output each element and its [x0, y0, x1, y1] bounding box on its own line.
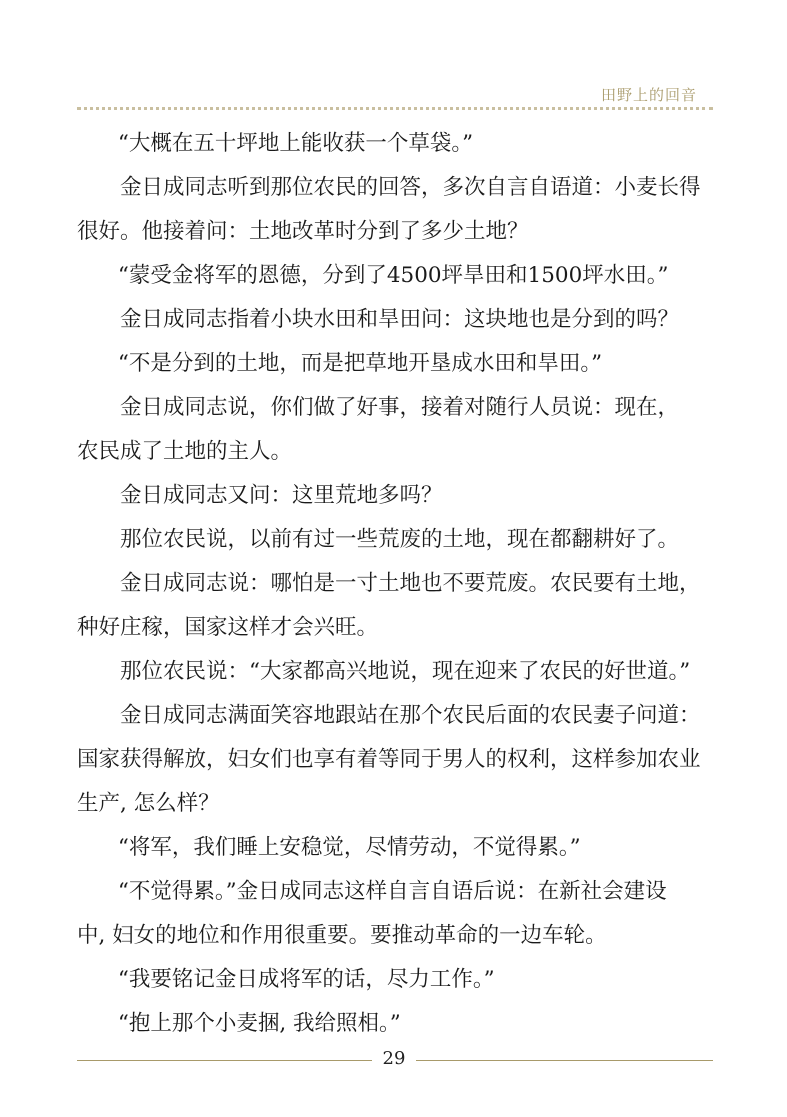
paragraph-line: “大概在五十坪地上能收获一个草袋。” — [117, 131, 474, 156]
page-number: 29 — [382, 1048, 406, 1069]
paragraph-line: 金日成同志听到那位农民的回答，多次自言自语道：小麦长得 — [120, 175, 701, 200]
paragraph-line: 金日成同志又问：这里荒地多吗？ — [120, 483, 443, 508]
footer-rule-right — [416, 1060, 713, 1061]
paragraph-line: 金日成同志说，你们做了好事，接着对随行人员说：现在， — [120, 395, 680, 420]
paragraph-line: “不觉得累。”金日成同志这样自言自语后说：在新社会建设 — [117, 879, 667, 904]
paragraph-line: 那位农民说，以前有过一些荒废的土地，现在都翻耕好了。 — [120, 527, 680, 552]
running-head-title: 田野上的回音 — [600, 86, 697, 104]
paragraph-line: 中, 妇女的地位和作用很重要。要推动革命的一边车轮。 — [77, 923, 607, 948]
paragraph-line: 生产, 怎么样？ — [77, 791, 220, 816]
paragraph-line: 农民成了土地的主人。 — [77, 439, 293, 464]
paragraph-line: 国家获得解放，妇女们也享有着等同于男人的权利，这样参加农业 — [77, 747, 701, 772]
paragraph-line: 金日成同志说：哪怕是一寸土地也不要荒废。农民要有土地， — [120, 571, 701, 596]
paragraph-line: 金日成同志满面笑容地跟站在那个农民后面的农民妻子问道： — [120, 703, 701, 728]
paragraph-line: 那位农民说：“大家都高兴地说，现在迎来了农民的好世道。” — [120, 659, 691, 684]
paragraph-line: 很好。他接着问：土地改革时分到了多少土地？ — [77, 219, 529, 244]
paragraph-line: 金日成同志指着小块水田和旱田问：这块地也是分到的吗？ — [120, 307, 680, 332]
body-text — [77, 122, 717, 1046]
paragraph-line: “不是分到的土地，而是把草地开垦成水田和旱田。” — [117, 351, 603, 376]
paragraph-line: “抱上那个小麦捆, 我给照相。” — [117, 1011, 401, 1036]
paragraph-line: “将军，我们睡上安稳觉，尽情劳动，不觉得累。” — [117, 835, 581, 860]
paragraph-line: 种好庄稼，国家这样才会兴旺。 — [77, 615, 379, 640]
paragraph-line: “蒙受金将军的恩德，分到了4500坪旱田和1500坪水田。” — [117, 263, 669, 288]
header-dotted-rule — [77, 107, 713, 110]
paragraph-line: “我要铭记金日成将军的话，尽力工作。” — [117, 967, 495, 992]
footer-rule-left — [77, 1060, 372, 1061]
